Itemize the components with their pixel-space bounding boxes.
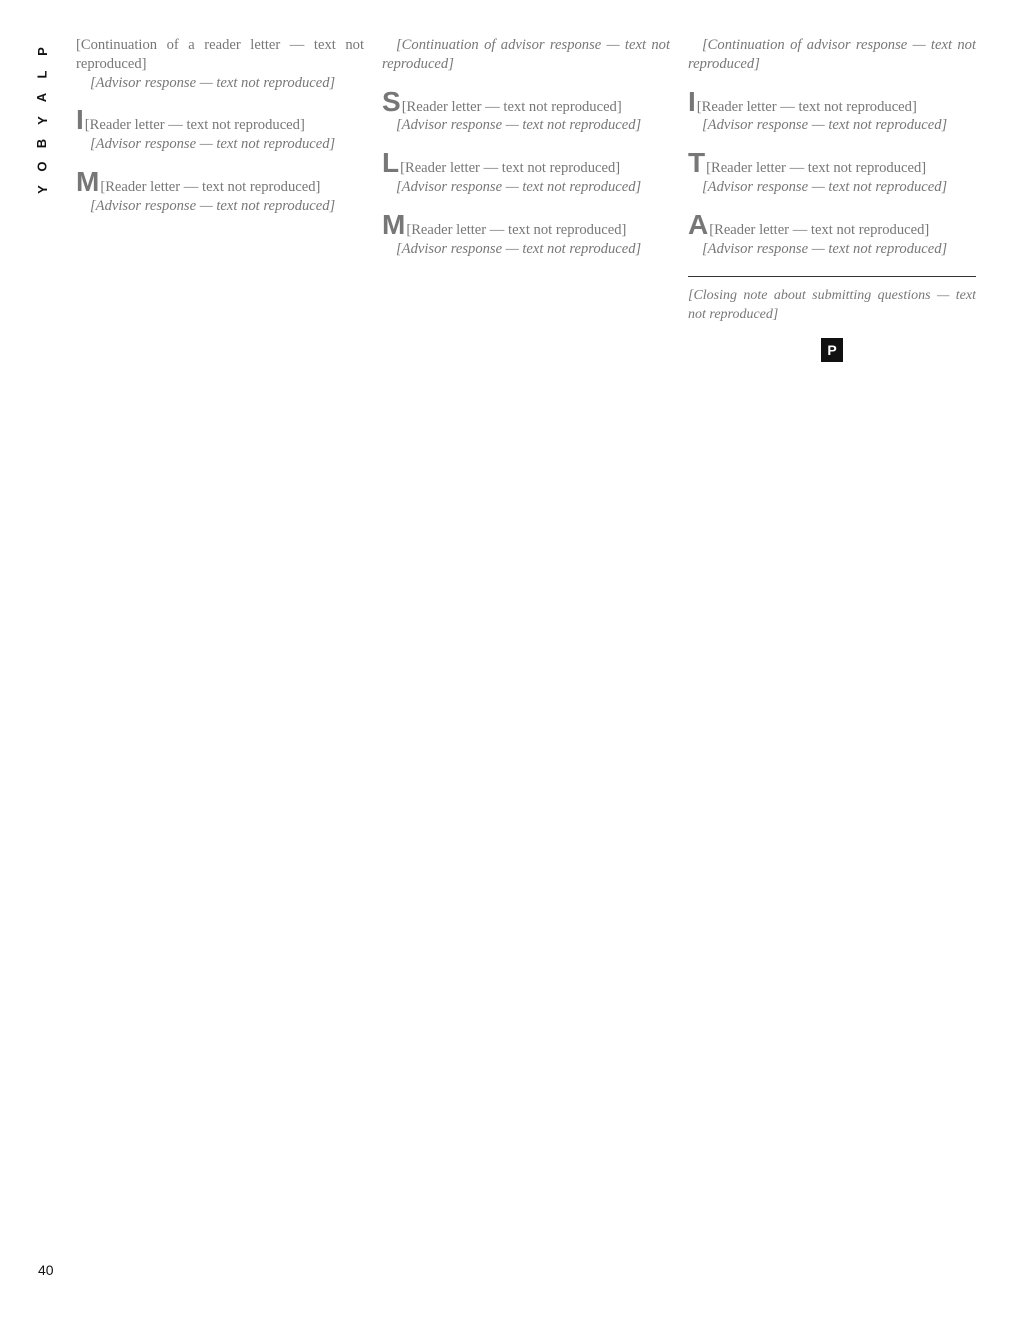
- qa-block: [382, 85, 670, 136]
- reader-letter: L[Reader letter — text not reproduced]: [382, 147, 621, 179]
- qa-block: [382, 36, 670, 74]
- logo: P: [821, 338, 843, 362]
- masthead: [30, 40, 54, 201]
- advisor-answer: [Advisor response — text not reproduced]: [90, 136, 336, 153]
- advisor-answer: [Advisor response — text not reproduced]: [90, 197, 336, 214]
- drop-cap: I: [688, 85, 696, 117]
- drop-cap: L: [382, 147, 400, 179]
- qa-block: [76, 104, 364, 154]
- advisor-answer: [Advisor response — text not reproduced]: [702, 117, 948, 134]
- drop-cap: T: [688, 147, 706, 179]
- reader-letter: [Continuation of a reader letter — text not reproduced]: [76, 37, 364, 72]
- column-1: [76, 36, 364, 1286]
- drop-cap: M: [382, 208, 406, 240]
- advisor-answer: [Advisor response — text not reproduced]: [396, 178, 642, 195]
- article-body: [76, 36, 976, 1286]
- qa-block: [688, 85, 976, 136]
- reader-letter: A[Reader letter — text not reproduced]: [688, 208, 930, 240]
- advisor-answer: [Continuation of advisor response — text not reproduced]: [382, 37, 670, 72]
- masthead-letter: B: [34, 138, 50, 149]
- advisor-answer: [Advisor response — text not reproduced]: [702, 240, 948, 257]
- reader-letter: T[Reader letter — text not reproduced]: [688, 147, 927, 179]
- reader-letter: M[Reader letter — text not reproduced]: [382, 208, 627, 240]
- drop-cap: A: [688, 208, 709, 240]
- reader-letter: S[Reader letter — text not reproduced]: [382, 85, 622, 117]
- reader-letter: M[Reader letter — text not reproduced]: [76, 165, 321, 197]
- page-number: 40: [38, 1262, 54, 1278]
- drop-cap: S: [382, 85, 401, 117]
- submission-note: [Closing note about submitting questions — text not reproduced]: [688, 276, 976, 324]
- advisor-answer: [Advisor response — text not reproduced]: [90, 74, 336, 91]
- qa-block: [382, 147, 670, 197]
- qa-block: [76, 165, 364, 216]
- masthead-letter: Y: [34, 116, 50, 125]
- reader-letter: I[Reader letter — text not reproduced]: [76, 104, 305, 136]
- drop-cap: M: [76, 165, 100, 197]
- advisor-answer: [Advisor response — text not reproduced]: [396, 240, 642, 257]
- masthead-letter: O: [34, 161, 50, 172]
- qa-block: [688, 36, 976, 74]
- qa-block: [382, 208, 670, 259]
- drop-cap: I: [76, 104, 84, 136]
- column-2: [382, 36, 670, 1286]
- masthead-letter: A: [34, 92, 50, 103]
- column-3: [688, 36, 976, 1286]
- qa-block: [76, 36, 364, 92]
- reader-letter: I[Reader letter — text not reproduced]: [688, 85, 917, 117]
- qa-block: [688, 208, 976, 259]
- advisor-answer: [Continuation of advisor response — text not reproduced]: [688, 37, 976, 72]
- masthead-letter: Y: [34, 185, 50, 194]
- advisor-answer: [Advisor response — text not reproduced]: [702, 178, 948, 195]
- masthead-letter: P: [34, 47, 50, 56]
- advisor-answer: [Advisor response — text not reproduced]: [396, 117, 642, 134]
- qa-block: [688, 147, 976, 197]
- masthead-letter: L: [34, 70, 50, 79]
